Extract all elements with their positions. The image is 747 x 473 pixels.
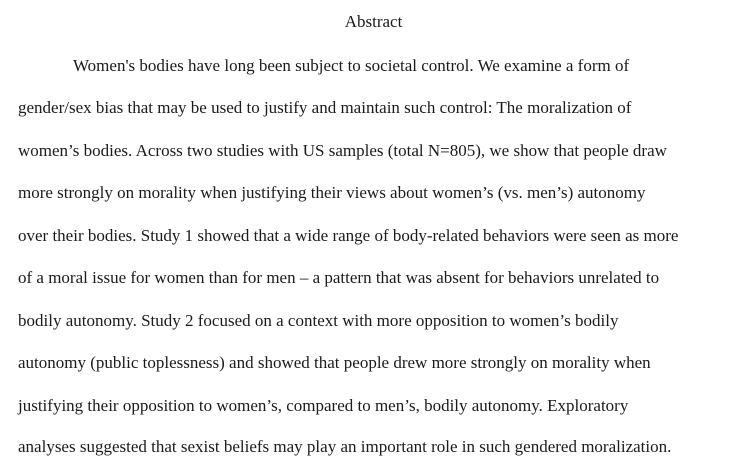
- abstract-line: more strongly on morality when justifying their views about women’s (vs. men’s) autonomy: [18, 183, 646, 202]
- abstract-line: justifying their opposition to women’s, compared to men’s, bodily autonomy. Exploratory: [18, 396, 629, 415]
- abstract-line: of a moral issue for women than for men – a pattern that was absent for behaviors unrelated to: [18, 268, 660, 287]
- abstract-heading: Abstract: [344, 12, 403, 31]
- abstract-line: over their bodies. Study 1 showed that a wide range of body-related behaviors were seen as more: [18, 226, 679, 245]
- abstract-line: autonomy (public toplessness) and showed that people drew more strongly on morality when: [18, 353, 651, 372]
- abstract-line: analyses suggested that sexist beliefs may play an important role in such gendered moralization.: [18, 437, 672, 456]
- abstract-line: gender/sex bias that may be used to justify and maintain such control: The moralization of: [18, 98, 632, 117]
- abstract-line: bodily autonomy. Study 2 focused on a context with more opposition to women’s bodily: [18, 311, 619, 330]
- abstract-line: women’s bodies. Across two studies with US samples (total N=805), we show that people draw: [18, 141, 667, 160]
- abstract-line: Women's bodies have long been subject to societal control. We examine a form of: [73, 56, 630, 75]
